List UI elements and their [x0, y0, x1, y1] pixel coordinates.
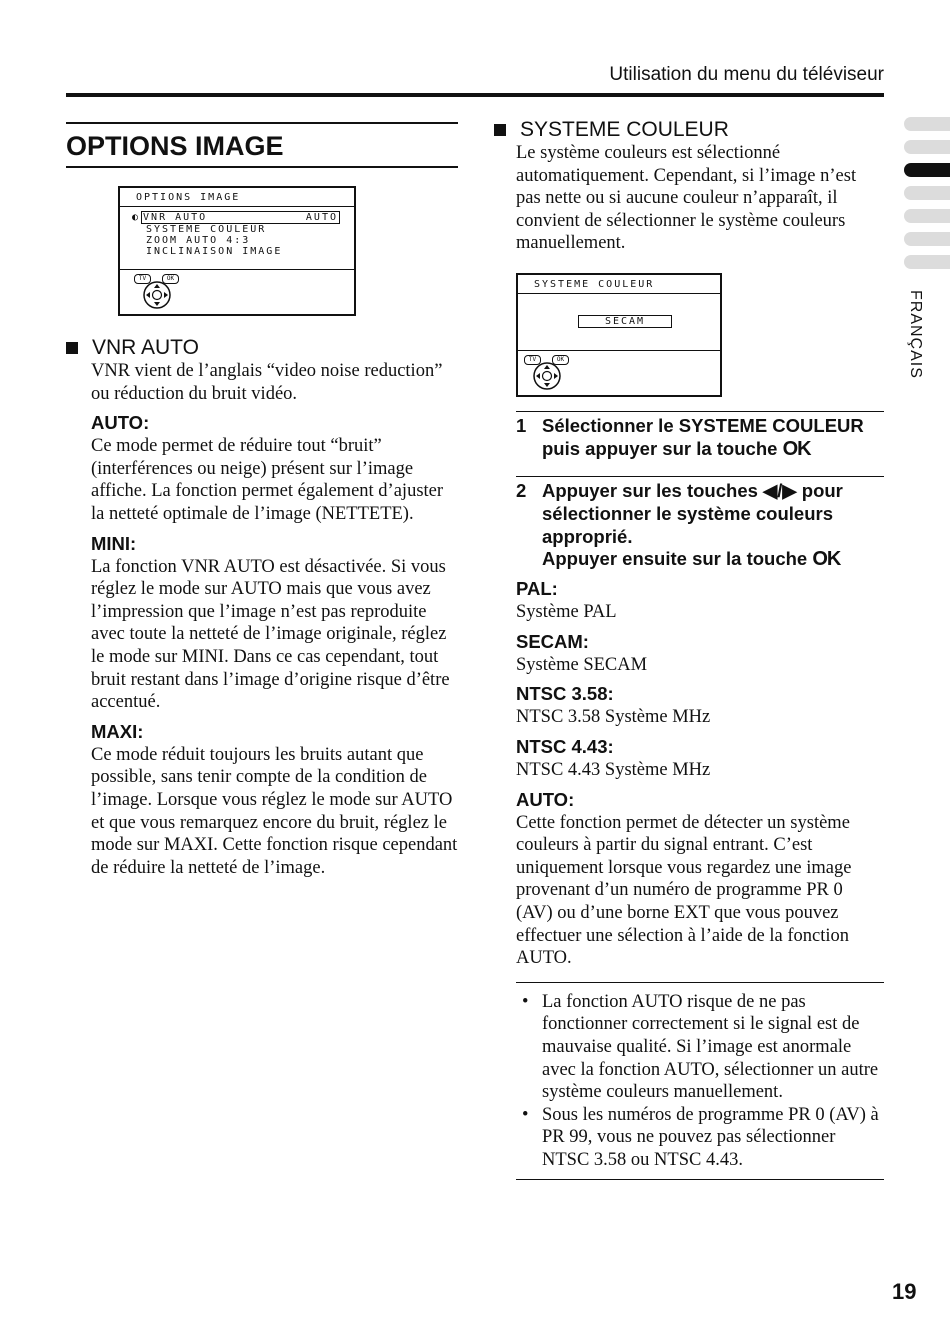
osd-title: OPTIONS IMAGE — [120, 188, 354, 207]
ok-key-icon: OK — [812, 548, 841, 571]
step-text — [542, 415, 884, 460]
bullet-icon: • — [522, 991, 529, 1012]
step-text — [542, 480, 884, 571]
mode-description: La fonction VNR AUTO est désactivée. Si vous réglez le mode sur AUTO mais que vous avez l’impression que l’image n’est pas reproduite avec toute la netteté de l’image originale, réglez le mode sur MINI. Dans ce cas cependant, tout bruit restant dans l’image d’origine risque d’être accentué. — [91, 556, 450, 713]
note-text: Sous les numéros de programme PR 0 (AV) à PR 99, vous ne pouvez pas sélectionner NTSC 3.58 ou NTSC 4.43. — [542, 1104, 879, 1170]
system-label: NTSC 4.43: — [516, 735, 614, 757]
page-number: 19 — [892, 1279, 917, 1304]
direction-pad-icon — [142, 280, 172, 310]
osd-value-area — [518, 294, 720, 350]
vnr-heading — [66, 336, 458, 360]
side-tab — [904, 117, 950, 131]
osd-item: INCLINAISON IMAGE — [146, 246, 283, 257]
system-label: AUTO: — [516, 788, 575, 810]
side-tab — [904, 209, 950, 223]
note-item — [516, 1104, 884, 1172]
system-description: Cette fonction permet de détecter un système couleurs à partir du signal entrant. C’est uniquement lorsque vous regardez une image provenant d’un numéro de programme PR 0 (AV) ou d’une borne EXT que vous pouvez effectuer une sélection à l’aide de la fonction AUTO. — [516, 812, 852, 969]
system-description: Système SECAM — [516, 654, 648, 675]
step-1 — [516, 411, 884, 476]
square-bullet-icon — [66, 342, 78, 354]
ok-key-icon: OK — [782, 437, 811, 460]
osd-systeme-couleur — [516, 273, 722, 397]
square-bullet-icon — [494, 124, 506, 136]
notes-box — [516, 982, 884, 1181]
side-tab — [904, 186, 950, 200]
step-number: 2 — [516, 480, 527, 502]
language-tab-label: FRANÇAIS — [907, 290, 924, 379]
vnr-section — [66, 336, 458, 879]
right-column — [494, 118, 884, 1180]
system-label: PAL: — [516, 578, 558, 600]
header-rule — [66, 93, 884, 97]
note-text: La fonction AUTO risque de ne pas fonctionner correctement si le signal est de mauvaise qualité. Si l’image est anormale avec la fonction AUTO, sélectionner un autre système couleurs manuellement. — [542, 991, 879, 1103]
system-description: NTSC 4.43 Système MHz — [516, 759, 711, 780]
vnr-heading-text: VNR AUTO — [92, 336, 199, 359]
system-list — [516, 577, 884, 970]
step-instruction: Appuyer sur les touches ◀/▶ pour sélectionner le système couleurs approprié. — [542, 480, 843, 547]
ok-button-icon: OK — [552, 355, 569, 365]
step-instruction-2: Appuyer ensuite sur la touche — [542, 548, 808, 570]
section-title: OPTIONS IMAGE — [66, 122, 458, 168]
system-label: SECAM: — [516, 630, 589, 652]
osd-item-value: AUTO — [305, 212, 338, 223]
systeme-couleur-heading-text: SYSTEME COULEUR — [520, 118, 729, 141]
osd-menu-list — [120, 207, 354, 269]
system-label: NTSC 3.58: — [516, 683, 614, 705]
system-description: NTSC 3.58 Système MHz — [516, 707, 711, 728]
left-column — [66, 122, 458, 879]
ok-button-icon: OK — [162, 274, 179, 284]
osd-item: ZOOM AUTO 4:3 — [146, 235, 251, 246]
osd-options-image — [118, 186, 356, 316]
side-tab-active — [904, 163, 950, 177]
bullet-icon: • — [522, 1104, 529, 1125]
running-head: Utilisation du menu du téléviseur — [609, 64, 884, 85]
osd-footer — [518, 350, 720, 395]
mode-label: MAXI: — [91, 720, 144, 742]
tv-button-icon: TV — [524, 355, 541, 365]
side-tab — [904, 140, 950, 154]
cursor-icon: ◐ — [132, 212, 141, 223]
mode-label: MINI: — [91, 532, 137, 554]
system-description: Système PAL — [516, 602, 617, 623]
osd-item-vnr: VNR AUTO — [143, 212, 208, 223]
systeme-couleur-heading — [494, 118, 884, 142]
osd-selected-box — [141, 211, 340, 224]
osd-item: SYSTEME COULEUR — [146, 224, 267, 235]
tv-button-icon: TV — [134, 274, 151, 284]
side-tab — [904, 232, 950, 246]
step-number: 1 — [516, 414, 527, 436]
step-2 — [516, 476, 884, 571]
systeme-couleur-intro: Le système couleurs est sélectionné automatiquement. Cependant, si l’image n’est pas nette ou si aucune couleur n’apparaît, il convient de sélectionner le système couleurs manuellement. — [516, 143, 857, 254]
mode-description: Ce mode réduit toujours les bruits autant que possible, sans tenir compte de la condition de l’image. Lorsque vous réglez le mode sur AUTO et que vous remarquez encore du bruit, réglez le mode sur MAXI. Cette fonction risque cependant de réduire la netteté de l’image. — [91, 744, 458, 878]
mode-label: AUTO: — [91, 412, 150, 434]
vnr-intro: VNR vient de l’anglais “video noise reduction” ou réduction du bruit vidéo. — [91, 361, 443, 404]
osd-title: SYSTEME COULEUR — [518, 275, 720, 294]
osd-footer — [120, 269, 354, 314]
osd-value-box: SECAM — [578, 315, 672, 328]
side-tab — [904, 255, 950, 269]
note-item — [516, 991, 884, 1104]
step-instruction: Sélectionner le SYSTEME COULEUR puis appuyer sur la touche — [542, 414, 864, 459]
mode-description: Ce mode permet de réduire tout “bruit” (interférences ou neige) présent sur l’image affiche. La fonction permet également d’ajuster la netteté optimale de l’image (NETTETE). — [91, 436, 444, 524]
direction-pad-icon — [532, 361, 562, 391]
osd-selected-row — [132, 211, 340, 224]
